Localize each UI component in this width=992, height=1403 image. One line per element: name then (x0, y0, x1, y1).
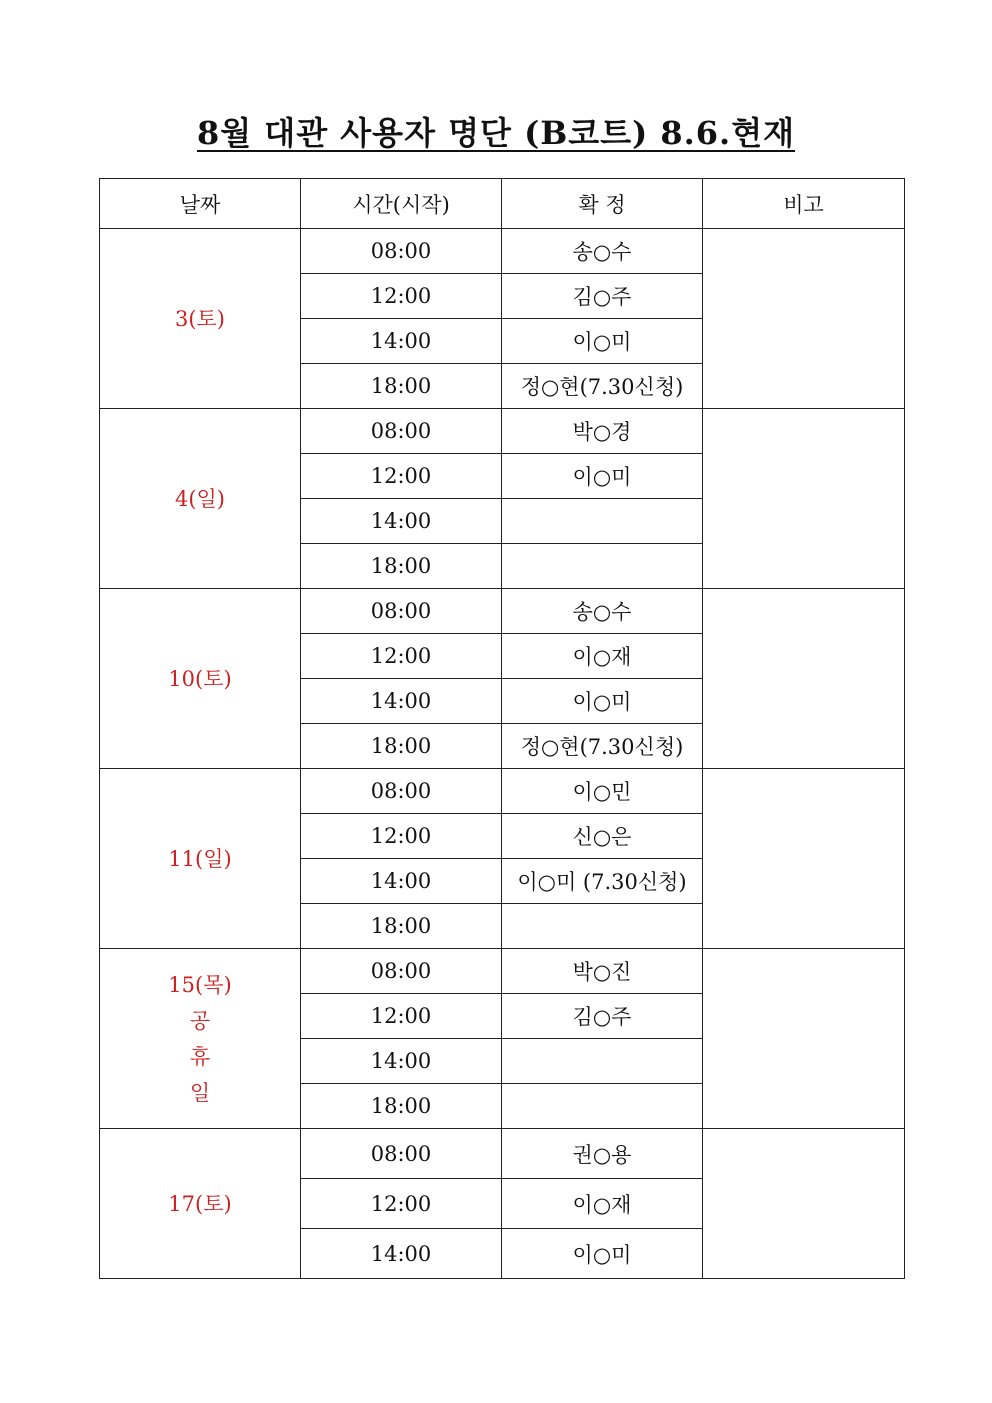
date-label: 11(일) (168, 846, 232, 871)
confirmed-name-cell: 이○미 (7.30신청) (502, 859, 703, 904)
confirmed-name-cell: 박○진 (502, 949, 703, 994)
confirmed-name-cell: 이○재 (502, 1179, 703, 1229)
date-label: 17(토) (168, 1191, 232, 1216)
date-label: 일 (189, 1080, 211, 1105)
time-cell: 12:00 (301, 1179, 502, 1229)
date-label: 3(토) (174, 306, 226, 331)
header-time: 시간(시작) (301, 179, 502, 229)
date-label: 10(토) (168, 666, 232, 691)
time-cell: 12:00 (301, 454, 502, 499)
date-cell (100, 229, 301, 409)
confirmed-name-cell: 김○주 (502, 994, 703, 1039)
time-cell: 14:00 (301, 679, 502, 724)
time-cell: 08:00 (301, 769, 502, 814)
time-cell: 08:00 (301, 949, 502, 994)
header-row (100, 179, 905, 229)
date-cell (100, 1129, 301, 1279)
note-cell (703, 769, 905, 949)
confirmed-name-cell (502, 499, 703, 544)
confirmed-name-cell: 이○미 (502, 679, 703, 724)
header-date: 날짜 (100, 179, 301, 229)
confirmed-name-cell: 이○미 (502, 1229, 703, 1279)
confirmed-name-cell: 정○현(7.30신청) (502, 724, 703, 769)
page-title (0, 108, 992, 154)
date-label: 4(일) (174, 486, 226, 511)
note-cell (703, 409, 905, 589)
time-cell: 08:00 (301, 409, 502, 454)
confirmed-name-cell: 권○용 (502, 1129, 703, 1179)
table-row (100, 589, 905, 634)
time-cell: 08:00 (301, 229, 502, 274)
date-label: 15(목) (168, 972, 232, 997)
confirmed-name-cell: 신○은 (502, 814, 703, 859)
table-row (100, 1129, 905, 1179)
time-cell: 14:00 (301, 1039, 502, 1084)
confirmed-name-cell (502, 1039, 703, 1084)
confirmed-name-cell: 박○경 (502, 409, 703, 454)
confirmed-name-cell: 송○수 (502, 229, 703, 274)
confirmed-name-cell: 송○수 (502, 589, 703, 634)
time-cell: 12:00 (301, 814, 502, 859)
date-label: 휴 (189, 1044, 211, 1069)
confirmed-name-cell: 정○현(7.30신청) (502, 364, 703, 409)
confirmed-name-cell: 이○미 (502, 454, 703, 499)
confirmed-name-cell (502, 544, 703, 589)
note-cell (703, 949, 905, 1129)
confirmed-name-cell: 이○재 (502, 634, 703, 679)
time-cell: 18:00 (301, 724, 502, 769)
time-cell: 18:00 (301, 544, 502, 589)
confirmed-name-cell: 김○주 (502, 274, 703, 319)
header-confirmed: 확 정 (502, 179, 703, 229)
time-cell: 12:00 (301, 634, 502, 679)
note-cell (703, 589, 905, 769)
confirmed-name-cell: 이○민 (502, 769, 703, 814)
date-cell (100, 409, 301, 589)
note-cell (703, 1129, 905, 1279)
date-cell (100, 769, 301, 949)
schedule-table (99, 178, 905, 1279)
time-cell: 14:00 (301, 1229, 502, 1279)
time-cell: 18:00 (301, 1084, 502, 1129)
time-cell: 12:00 (301, 274, 502, 319)
time-cell: 18:00 (301, 904, 502, 949)
schedule-body (100, 229, 905, 1279)
table-row (100, 949, 905, 994)
time-cell: 14:00 (301, 859, 502, 904)
time-cell: 18:00 (301, 364, 502, 409)
time-cell: 08:00 (301, 589, 502, 634)
title-text: 8월 대관 사용자 명단 (B코트) 8.6.현재 (196, 114, 796, 152)
note-cell (703, 229, 905, 409)
confirmed-name-cell (502, 904, 703, 949)
table-row (100, 229, 905, 274)
confirmed-name-cell: 이○미 (502, 319, 703, 364)
time-cell: 12:00 (301, 994, 502, 1039)
date-cell (100, 589, 301, 769)
time-cell: 14:00 (301, 319, 502, 364)
time-cell: 08:00 (301, 1129, 502, 1179)
date-label: 공 (189, 1008, 211, 1033)
table-row (100, 769, 905, 814)
table-row (100, 409, 905, 454)
confirmed-name-cell (502, 1084, 703, 1129)
time-cell: 14:00 (301, 499, 502, 544)
header-note: 비고 (703, 179, 905, 229)
date-cell (100, 949, 301, 1129)
